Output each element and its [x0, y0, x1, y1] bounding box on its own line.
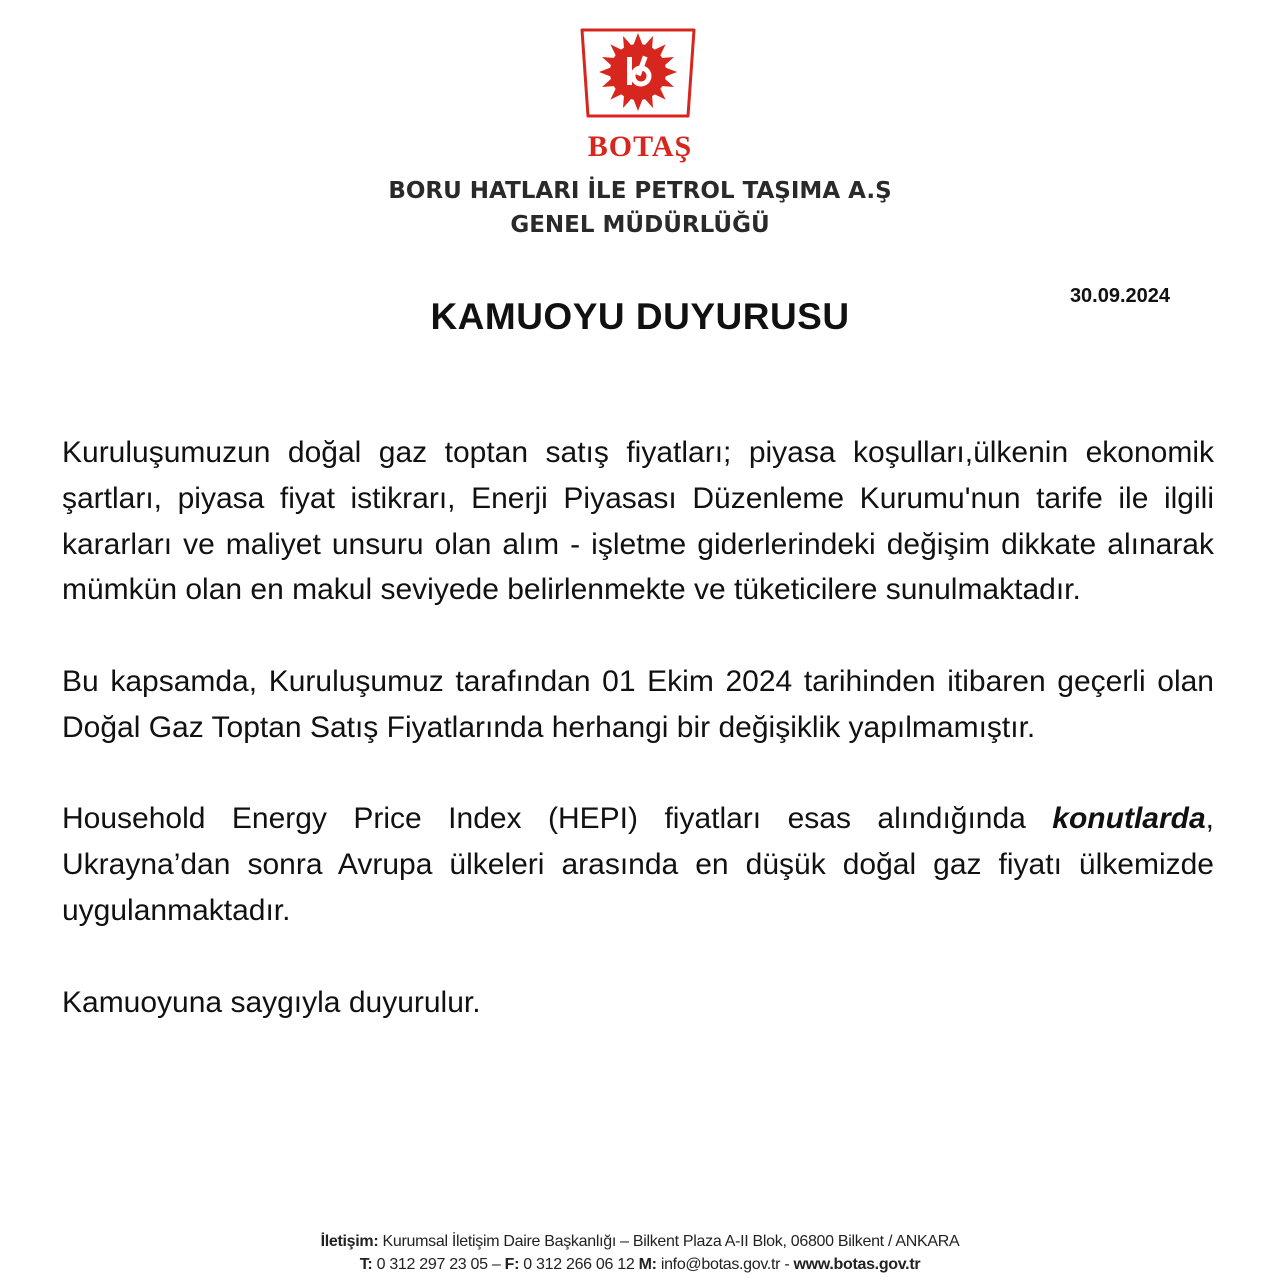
contact-footer	[0, 1230, 1280, 1276]
organization-line-1: BORU HATLARI İLE PETROL TAŞIMA A.Ş	[388, 178, 892, 204]
contact-address: Kurumsal İletişim Daire Başkanlığı – Bilkent Plaza A-II Blok, 06800 Bilkent / ANKARA	[378, 1233, 960, 1250]
announcement-date: 30.09.2024	[1069, 285, 1171, 307]
paragraph-3-emphasis: konutlarda	[1052, 802, 1206, 836]
email-link[interactable]: info@botas.gov.tr -	[656, 1256, 794, 1273]
announcement-title: KAMUOYU DUYURUSU	[430, 296, 850, 337]
phone-label: T:	[359, 1256, 373, 1273]
paragraph-3-lead: Household Energy Price Index (HEPI) fiyatları esas alındığında	[62, 802, 1053, 836]
paragraph-3-rest: , Ukrayna’dan sonra Avrupa ülkeleri arasında en düşük doğal gaz fiyatı ülkemizde uygulanmaktadır.	[62, 802, 1214, 927]
fax-label: F:	[504, 1256, 520, 1273]
brand-name: BOTAŞ	[587, 130, 693, 163]
contact-label: İletişim:	[320, 1233, 379, 1250]
paragraph-2: Bu kapsamda, Kuruluşumuz tarafından 01 Ekim 2024 tarihinden itibaren geçerli olan Doğal Gaz Toptan Satış Fiyatlarında herhangi bir değişiklik yapılmamıştır.	[62, 664, 1214, 744]
fax-number: 0 312 266 06 12	[519, 1256, 639, 1273]
paragraph-4: Kamuoyuna saygıyla duyurulur.	[62, 985, 481, 1019]
footer-address-line	[0, 1230, 1280, 1253]
botas-logo	[576, 24, 700, 124]
footer-phone-line	[0, 1253, 1280, 1276]
paragraph-3	[62, 796, 1214, 933]
paragraph-1: Kuruluşumuzun doğal gaz toptan satış fiyatları; piyasa koşulları,ülkenin ekonomik şartları, piyasa fiyat istikrarı, Enerji Piyasası Düzenleme Kurumu'nun tarife ile ilgili kararları ve maliyet unsuru olan alım - işletme giderlerindeki değişim dikkate alınarak mümkün olan en makul seviyede belirlenmekte ve tüketicilere sunulmaktadır.	[62, 436, 1214, 607]
organization-name	[0, 174, 1280, 242]
organization-line-2: GENEL MÜDÜRLÜĞÜ	[510, 212, 770, 238]
website-link[interactable]: www.botas.gov.tr	[793, 1256, 921, 1273]
announcement-body	[62, 430, 1214, 1071]
phone-number: 0 312 297 23 05 –	[372, 1256, 505, 1273]
mail-label: M:	[638, 1256, 657, 1273]
